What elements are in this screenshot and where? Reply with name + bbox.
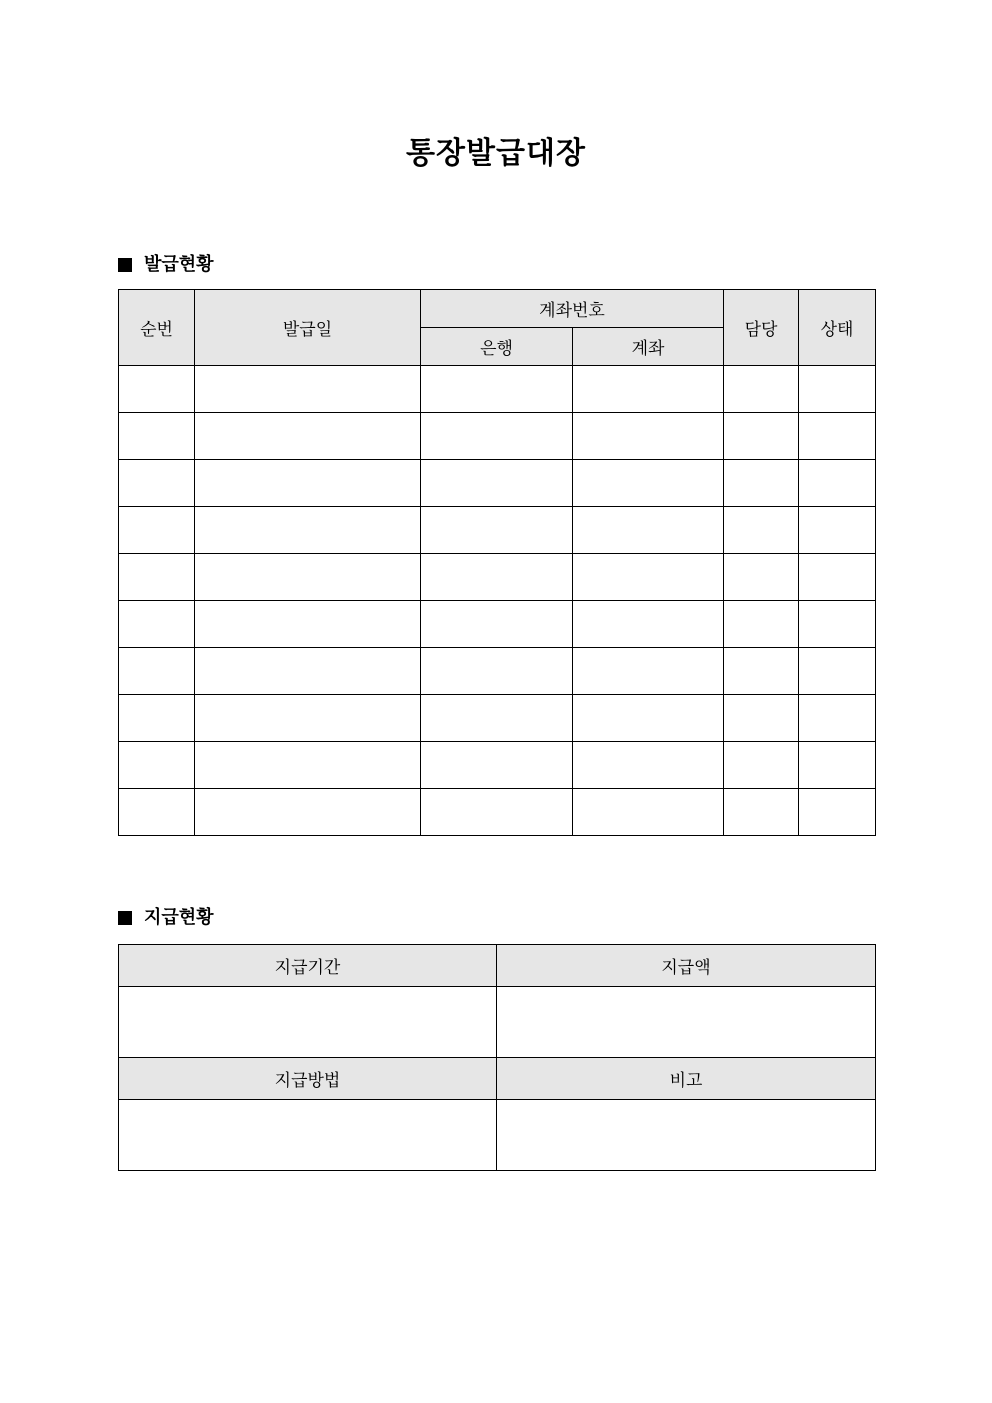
- table-row: [119, 460, 876, 507]
- seq-cell[interactable]: [119, 695, 195, 742]
- issue-date-cell[interactable]: [195, 695, 421, 742]
- header-payment-method: 지급방법: [119, 1058, 497, 1100]
- header-issue-date: 발급일: [195, 290, 421, 366]
- table-row: [119, 987, 876, 1058]
- manager-cell[interactable]: [724, 648, 799, 695]
- table-row: [119, 366, 876, 413]
- payment-period-cell[interactable]: [119, 987, 497, 1058]
- manager-cell[interactable]: [724, 507, 799, 554]
- seq-cell[interactable]: [119, 554, 195, 601]
- issue-date-cell[interactable]: [195, 460, 421, 507]
- account-cell[interactable]: [573, 366, 724, 413]
- table-row: [119, 695, 876, 742]
- issue-section-heading-label: 발급현황: [144, 254, 214, 275]
- bank-cell[interactable]: [421, 366, 573, 413]
- header-payment-amount: 지급액: [497, 945, 876, 987]
- bank-cell[interactable]: [421, 554, 573, 601]
- seq-cell[interactable]: [119, 601, 195, 648]
- account-cell[interactable]: [573, 648, 724, 695]
- issue-date-cell[interactable]: [195, 507, 421, 554]
- issue-date-cell[interactable]: [195, 742, 421, 789]
- header-account-number: 계좌번호: [421, 290, 724, 328]
- status-cell[interactable]: [799, 554, 876, 601]
- issue-date-cell[interactable]: [195, 413, 421, 460]
- issue-table: [118, 289, 876, 836]
- seq-cell[interactable]: [119, 460, 195, 507]
- status-cell[interactable]: [799, 742, 876, 789]
- payment-section-heading-label: 지급현황: [144, 907, 214, 928]
- status-cell[interactable]: [799, 413, 876, 460]
- header-payment-period: 지급기간: [119, 945, 497, 987]
- bank-cell[interactable]: [421, 413, 573, 460]
- header-seq: 순번: [119, 290, 195, 366]
- manager-cell[interactable]: [724, 554, 799, 601]
- table-row: [119, 648, 876, 695]
- table-row: [119, 413, 876, 460]
- square-bullet-icon: [118, 258, 132, 272]
- table-row: [119, 789, 876, 836]
- bank-cell[interactable]: [421, 601, 573, 648]
- table-row: [119, 742, 876, 789]
- manager-cell[interactable]: [724, 366, 799, 413]
- issue-date-cell[interactable]: [195, 601, 421, 648]
- seq-cell[interactable]: [119, 413, 195, 460]
- account-cell[interactable]: [573, 789, 724, 836]
- status-cell[interactable]: [799, 789, 876, 836]
- manager-cell[interactable]: [724, 601, 799, 648]
- bank-cell[interactable]: [421, 507, 573, 554]
- table-row: [119, 601, 876, 648]
- table-row: [119, 1100, 876, 1171]
- status-cell[interactable]: [799, 695, 876, 742]
- seq-cell[interactable]: [119, 507, 195, 554]
- seq-cell[interactable]: [119, 366, 195, 413]
- manager-cell[interactable]: [724, 460, 799, 507]
- table-row: [119, 507, 876, 554]
- status-cell[interactable]: [799, 460, 876, 507]
- seq-cell[interactable]: [119, 648, 195, 695]
- manager-cell[interactable]: [724, 413, 799, 460]
- header-account: 계좌: [573, 328, 724, 366]
- status-cell[interactable]: [799, 366, 876, 413]
- payment-table: [118, 944, 876, 1171]
- account-cell[interactable]: [573, 601, 724, 648]
- table-row: [119, 554, 876, 601]
- header-status: 상태: [799, 290, 876, 366]
- account-cell[interactable]: [573, 507, 724, 554]
- issue-date-cell[interactable]: [195, 789, 421, 836]
- account-cell[interactable]: [573, 742, 724, 789]
- note-cell[interactable]: [497, 1100, 876, 1171]
- header-note: 비고: [497, 1058, 876, 1100]
- issue-date-cell[interactable]: [195, 366, 421, 413]
- bank-cell[interactable]: [421, 460, 573, 507]
- issue-date-cell[interactable]: [195, 554, 421, 601]
- account-cell[interactable]: [573, 413, 724, 460]
- header-manager: 담당: [724, 290, 799, 366]
- issue-section-heading: [118, 252, 214, 278]
- account-cell[interactable]: [573, 695, 724, 742]
- issue-date-cell[interactable]: [195, 648, 421, 695]
- status-cell[interactable]: [799, 648, 876, 695]
- manager-cell[interactable]: [724, 695, 799, 742]
- seq-cell[interactable]: [119, 789, 195, 836]
- manager-cell[interactable]: [724, 742, 799, 789]
- bank-cell[interactable]: [421, 695, 573, 742]
- account-cell[interactable]: [573, 460, 724, 507]
- seq-cell[interactable]: [119, 742, 195, 789]
- bank-cell[interactable]: [421, 742, 573, 789]
- bank-cell[interactable]: [421, 648, 573, 695]
- page-title: 통장발급대장: [406, 136, 586, 171]
- status-cell[interactable]: [799, 601, 876, 648]
- manager-cell[interactable]: [724, 789, 799, 836]
- header-bank: 은행: [421, 328, 573, 366]
- payment-section-heading: [118, 905, 214, 931]
- account-cell[interactable]: [573, 554, 724, 601]
- square-bullet-icon: [118, 911, 132, 925]
- payment-method-cell[interactable]: [119, 1100, 497, 1171]
- bank-cell[interactable]: [421, 789, 573, 836]
- payment-amount-cell[interactable]: [497, 987, 876, 1058]
- status-cell[interactable]: [799, 507, 876, 554]
